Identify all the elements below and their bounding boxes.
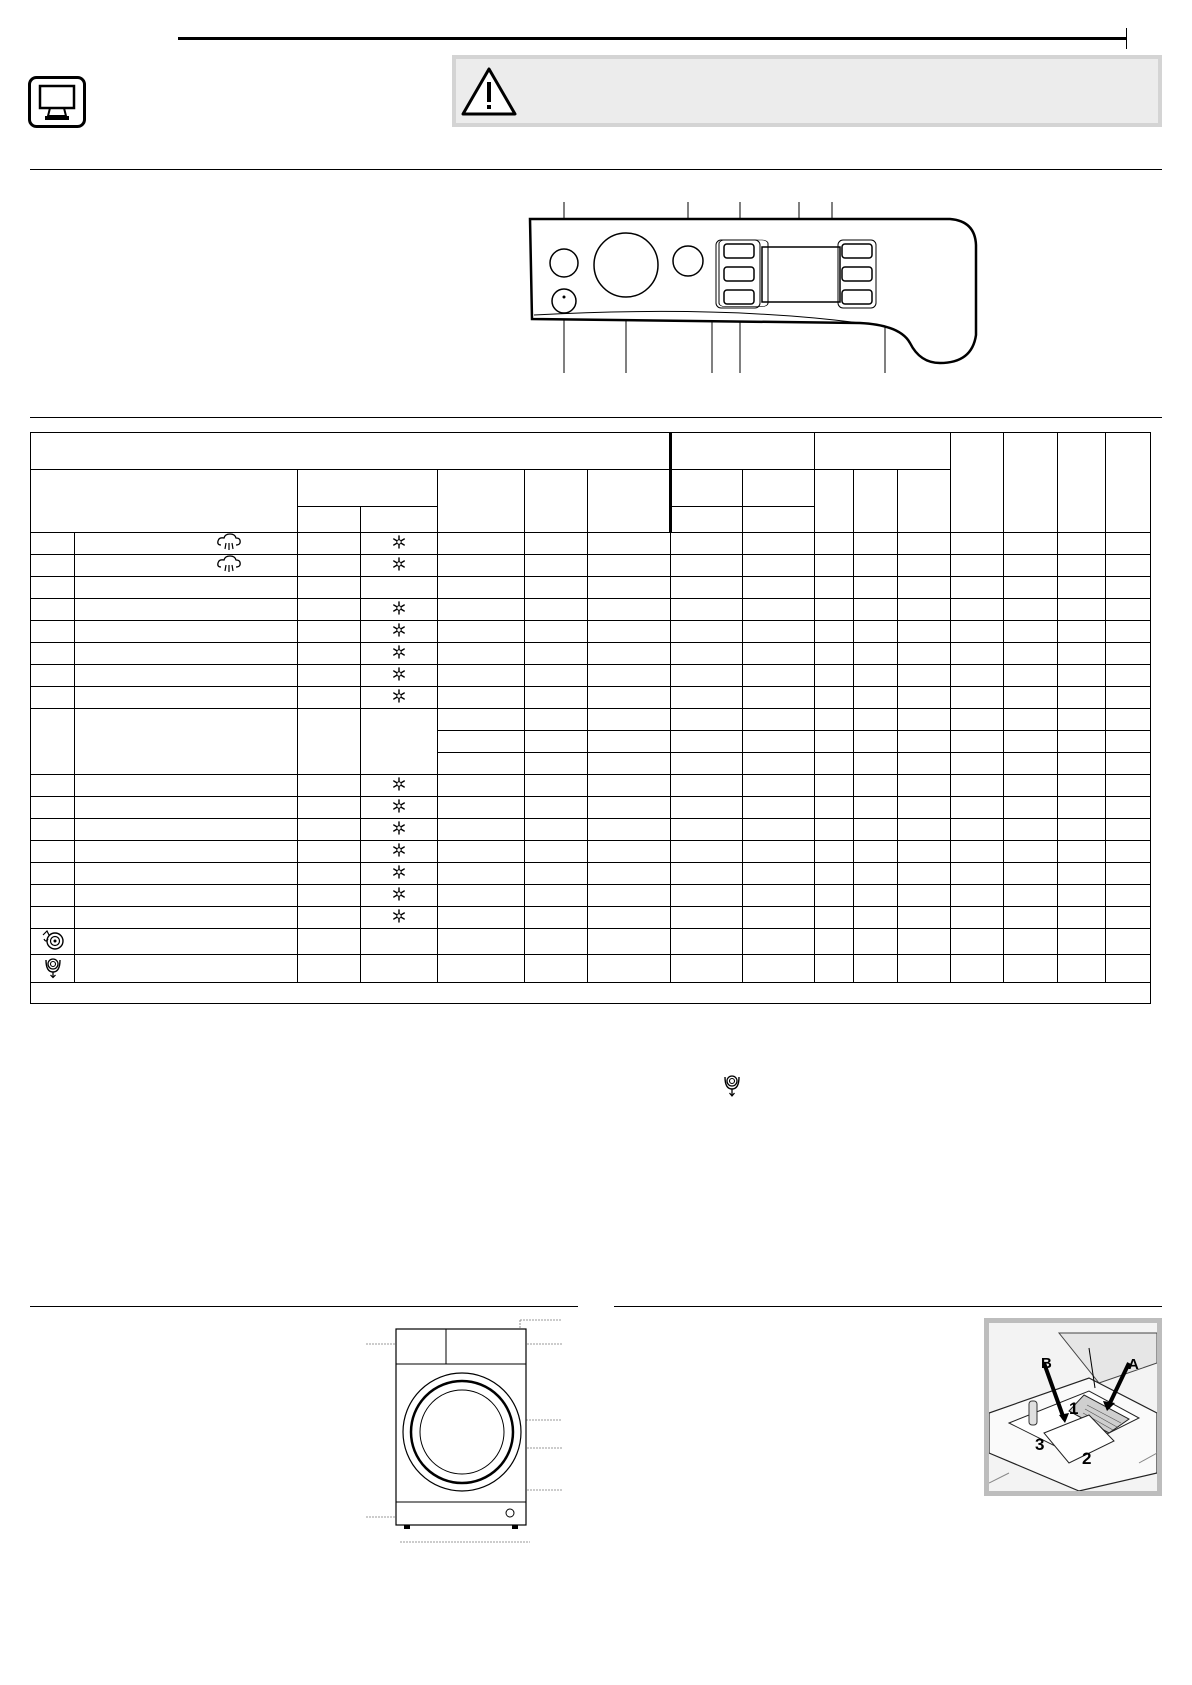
- steam-icon: [216, 542, 242, 554]
- drawer-label-1: 1: [1069, 1399, 1079, 1418]
- top-rule-tick: [1126, 28, 1127, 49]
- monitor-icon: [28, 76, 86, 128]
- table-row: [31, 533, 1151, 555]
- table-row-spin-drain: [31, 955, 1151, 983]
- snowflake-icon: [392, 562, 406, 574]
- snowflake-icon: [392, 540, 406, 552]
- snowflake-icon: [392, 694, 406, 706]
- rinse-spin-icon: [40, 942, 66, 954]
- table-row: [31, 643, 1151, 665]
- table-row: [31, 863, 1151, 885]
- snowflake-icon: [392, 628, 406, 640]
- snowflake-icon: [392, 804, 406, 816]
- table-row: [31, 577, 1151, 599]
- table-header-row-1: [31, 433, 1151, 470]
- section-rule-2: [30, 417, 1162, 418]
- table-row: [31, 885, 1151, 907]
- snowflake-icon: [392, 782, 406, 794]
- table-row: [31, 621, 1151, 643]
- detergent-drawer-illustration: [984, 1318, 1162, 1496]
- table-row: [31, 687, 1151, 709]
- table-footer-row: [31, 983, 1151, 1004]
- drawer-label-b: B: [1041, 1355, 1052, 1372]
- section-rule-left: [30, 1306, 578, 1307]
- steam-icon: [216, 564, 242, 576]
- warning-triangle-icon: [460, 66, 518, 123]
- table-row: [31, 709, 1151, 731]
- drawer-label-a: A: [1128, 1356, 1139, 1373]
- drawer-label-3: 3: [1035, 1435, 1045, 1454]
- section-rule-1: [30, 169, 1162, 170]
- table-row: [31, 841, 1151, 863]
- snowflake-icon: [392, 826, 406, 838]
- table-row: [31, 555, 1151, 577]
- warning-box: [452, 55, 1162, 127]
- snowflake-icon: [392, 650, 406, 662]
- programme-table: [30, 432, 1151, 1004]
- table-row: [31, 819, 1151, 841]
- table-row-rinse-spin: [31, 929, 1151, 955]
- table-row: [31, 665, 1151, 687]
- snowflake-icon: [392, 870, 406, 882]
- snowflake-icon: [392, 606, 406, 618]
- snowflake-icon: [392, 892, 406, 904]
- drawer-label-2: 2: [1082, 1449, 1092, 1468]
- top-rule: [178, 37, 1126, 40]
- table-row: [31, 797, 1151, 819]
- table-row: [31, 599, 1151, 621]
- snowflake-icon: [392, 914, 406, 926]
- section-rule-right: [614, 1306, 1162, 1307]
- spin-drain-icon: [720, 1072, 744, 1103]
- control-panel-diagram: [520, 195, 990, 385]
- snowflake-icon: [392, 672, 406, 684]
- snowflake-icon: [392, 848, 406, 860]
- table-row: [31, 775, 1151, 797]
- table-row: [31, 907, 1151, 929]
- spin-drain-icon: [41, 970, 65, 982]
- washing-machine-diagram: [366, 1310, 566, 1555]
